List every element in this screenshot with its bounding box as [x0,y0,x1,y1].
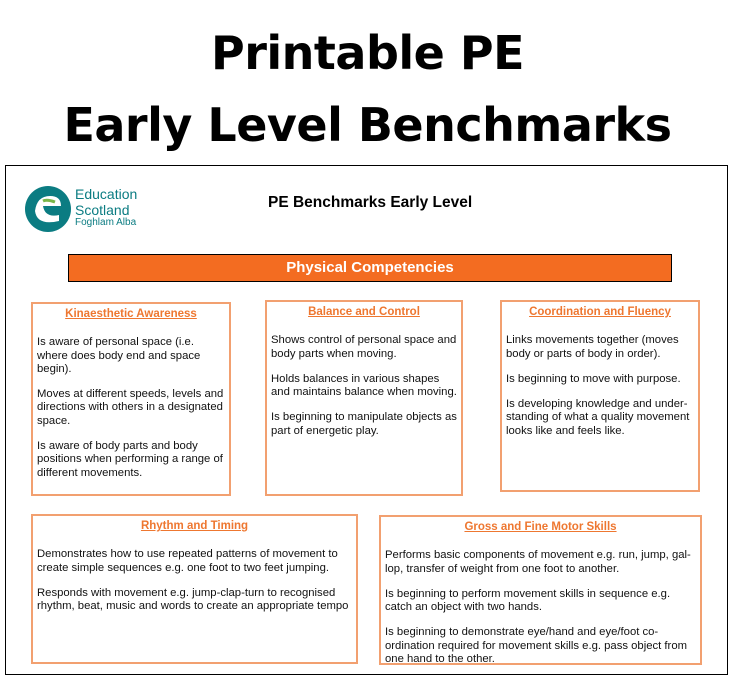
benchmark-item: Is beginning to demonstrate eye/hand and eye/foot co-ordination required for movement skills e.g. pass object from one hand to the other. [385,626,688,666]
box-title: Gross and Fine Motor Skills [464,521,617,533]
benchmark-item: Performs basic components of movement e.g. run, jump, gal-lop, transfer of weight from one foot to another. [385,549,691,575]
document-title: PE Benchmarks Early Level [268,194,473,211]
benchmark-item: Responds with movement e.g. jump-clap-turn to recognised rhythm, beat, music and words to create an appropriate tempo [37,586,349,613]
benchmark-item: Is beginning to manipulate objects as part of energetic play. [271,411,457,437]
box-title: Coordination and Fluency [529,306,671,318]
benchmark-item: Is beginning to perform movement skills in sequence e.g. catch an object with two hands. [385,587,671,614]
benchmark-document [5,165,728,675]
benchmark-box-balance [265,300,463,496]
benchmark-item: Is developing knowledge and under-standing of what a quality movement looks like and feels like. [506,398,690,437]
education-scotland-logo-icon [23,184,73,234]
benchmark-box-rhythm [31,514,358,664]
page-title-line-1: Printable PE [211,26,524,80]
benchmark-item: Is beginning to move with purpose. [506,372,681,385]
benchmark-item: Is aware of personal space (i.e. where does body end and space begin). [37,336,201,375]
benchmark-item: Moves at different speeds, levels and directions with others in a designated space. [37,388,224,427]
box-title: Balance and Control [308,306,420,318]
benchmark-item: Links movements together (moves body or parts of body in order). [506,334,679,360]
page-title-line-2: Early Level Benchmarks [63,98,672,152]
benchmark-box-motor-skills [379,515,702,665]
section-banner: Physical Competencies [68,254,672,282]
benchmark-item: Holds balances in various shapes and maintains balance when moving. [271,372,457,399]
logo-subname: Foghlam Alba [75,217,137,228]
box-title: Kinaesthetic Awareness [65,308,197,320]
benchmark-box-coordination [500,300,700,492]
benchmark-item: Shows control of personal space and body parts when moving. [271,334,457,360]
logo-name: Education Scotland [75,186,138,218]
education-scotland-logo [23,184,153,234]
box-title: Rhythm and Timing [140,520,249,532]
benchmark-item: Demonstrates how to use repeated patterns of movement to create simple sequences e.g. one foot to two feet jumping. [37,548,338,574]
benchmark-box-kinaesthetic [31,302,231,496]
benchmark-item: Is aware of body parts and body positions when performing a range of different movements. [37,440,223,479]
